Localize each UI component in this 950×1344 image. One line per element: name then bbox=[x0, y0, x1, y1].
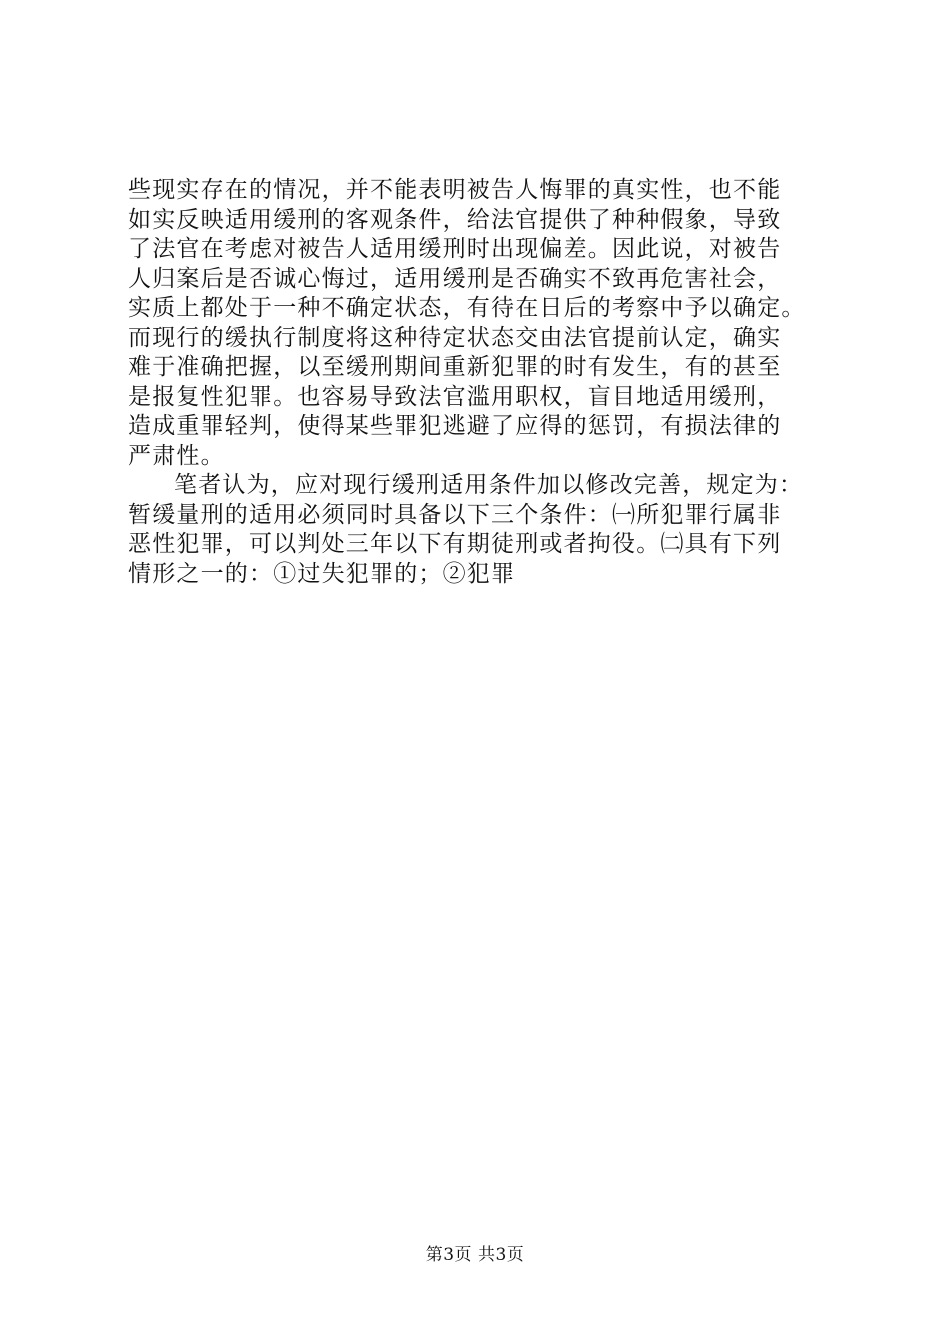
text-line: 严肃性。 bbox=[128, 442, 225, 469]
text-line: 难于准确把握，以至缓刑期间重新犯罪的时有发生，有的甚至 bbox=[128, 354, 782, 380]
page-number-footer: 第3页 共3页 bbox=[425, 1245, 525, 1265]
text-line: 是报复性犯罪。也容易导致法官滥用职权，盲目地适用缓刑， bbox=[128, 383, 782, 410]
text-line: 些现实存在的情况，并不能表明被告人悔罪的真实性，也不能 bbox=[128, 177, 782, 203]
text-line: 暂缓量刑的适用必须同时具备以下三个条件：㈠所犯罪行属非 bbox=[128, 501, 782, 528]
paragraph-start-line: 笔者认为，应对现行缓刑适用条件加以修改完善，规定为： bbox=[174, 472, 804, 498]
text-line: 情形之一的：①过失犯罪的；②犯罪 bbox=[128, 560, 516, 587]
text-line: 如实反映适用缓刑的客观条件，给法官提供了种种假象，导致 bbox=[128, 206, 782, 233]
text-line: 而现行的缓执行制度将这种待定状态交由法官提前认定，确实 bbox=[128, 324, 782, 351]
text-line: 造成重罪轻判，使得某些罪犯逃避了应得的惩罚，有损法律的 bbox=[128, 413, 782, 439]
body-text bbox=[128, 176, 848, 589]
text-line: 人归案后是否诚心悔过，适用缓刑是否确实不致再危害社会， bbox=[128, 265, 782, 292]
text-line: 恶性犯罪，可以判处三年以下有期徒刑或者拘役。㈡具有下列 bbox=[128, 531, 782, 557]
text-line: 实质上都处于一种不确定状态，有待在日后的考察中予以确定。 bbox=[128, 295, 806, 321]
text-line: 了法官在考虑对被告人适用缓刑时出现偏差。因此说，对被告 bbox=[128, 236, 782, 262]
